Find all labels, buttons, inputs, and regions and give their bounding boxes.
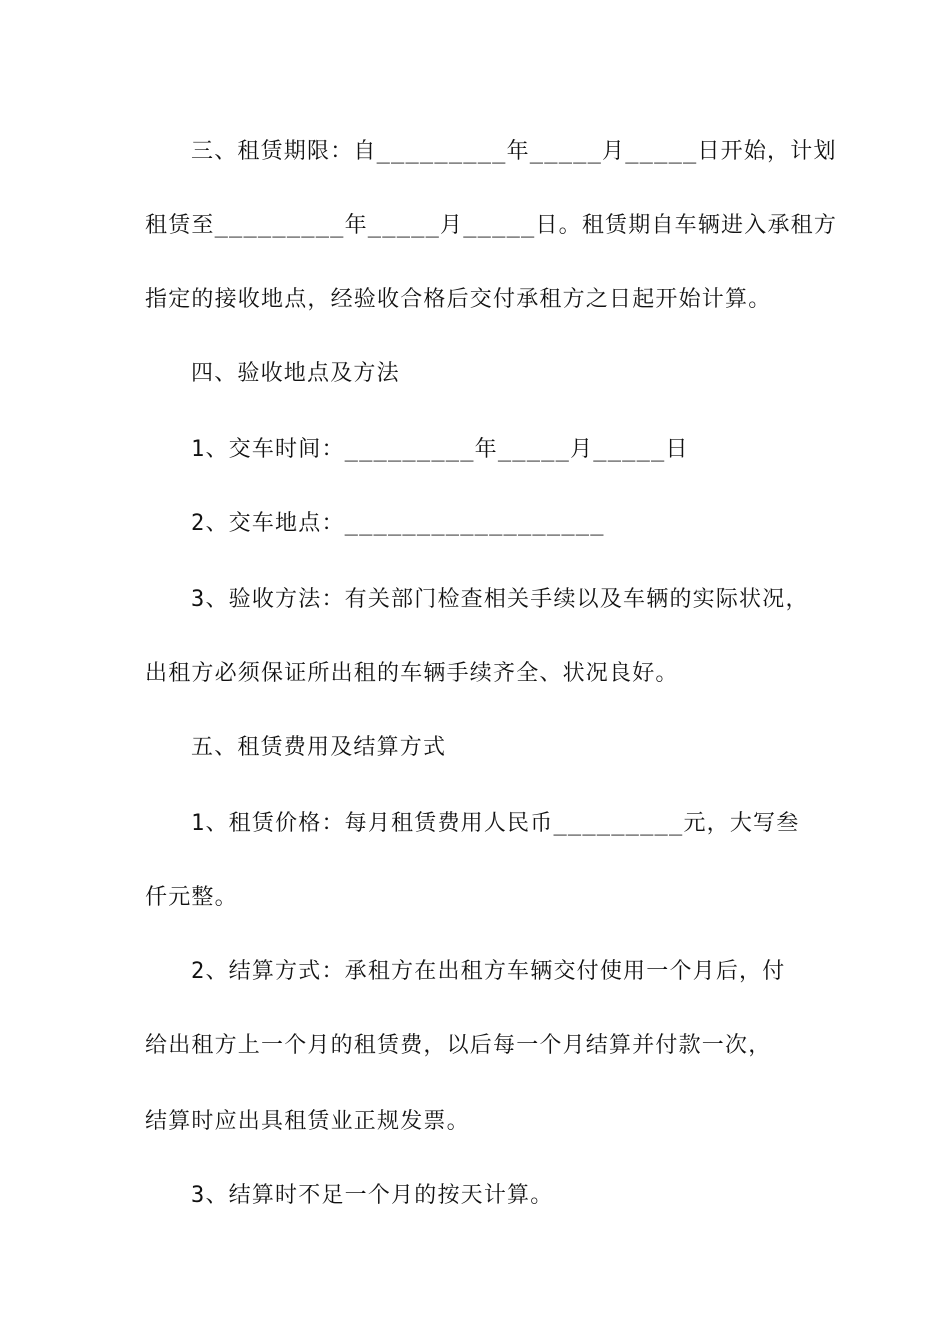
inspection-method-line-1: 3、验收方法：有关部门检查相关手续以及车辆的实际状况，: [191, 587, 809, 612]
inspection-method-line-2: 出租方必须保证所出租的车辆手续齐全、状况良好。: [145, 661, 679, 686]
delivery-time-line: 1、交车时间：_________年_____月_____日: [191, 437, 689, 462]
lease-price-line-1: 1、租赁价格：每月租赁费用人民币_________元，大写叁: [191, 811, 800, 836]
lease-price-line-2: 仟元整。: [145, 885, 238, 910]
settlement-method-line-2: 给出租方上一个月的租赁费，以后每一个月结算并付款一次，: [145, 1033, 772, 1058]
section-3-lease-term-line-2: 租赁至_________年_____月_____日。租赁期自车辆进入承租方: [145, 213, 838, 238]
section-3-lease-term-line-3: 指定的接收地点，经验收合格后交付承租方之日起开始计算。: [145, 287, 772, 312]
settlement-method-line-1: 2、结算方式：承租方在出租方车辆交付使用一个月后，付: [191, 959, 786, 984]
section-4-heading: 四、验收地点及方法: [191, 361, 400, 386]
delivery-location-line: 2、交车地点：__________________: [191, 511, 605, 536]
partial-month-line: 3、结算时不足一个月的按天计算。: [191, 1183, 554, 1208]
section-5-heading: 五、租赁费用及结算方式: [191, 735, 447, 760]
section-3-lease-term-line-1: 三、租赁期限：自_________年_____月_____日开始，计划: [191, 139, 837, 164]
settlement-method-line-3: 结算时应出具租赁业正规发票。: [145, 1109, 470, 1134]
